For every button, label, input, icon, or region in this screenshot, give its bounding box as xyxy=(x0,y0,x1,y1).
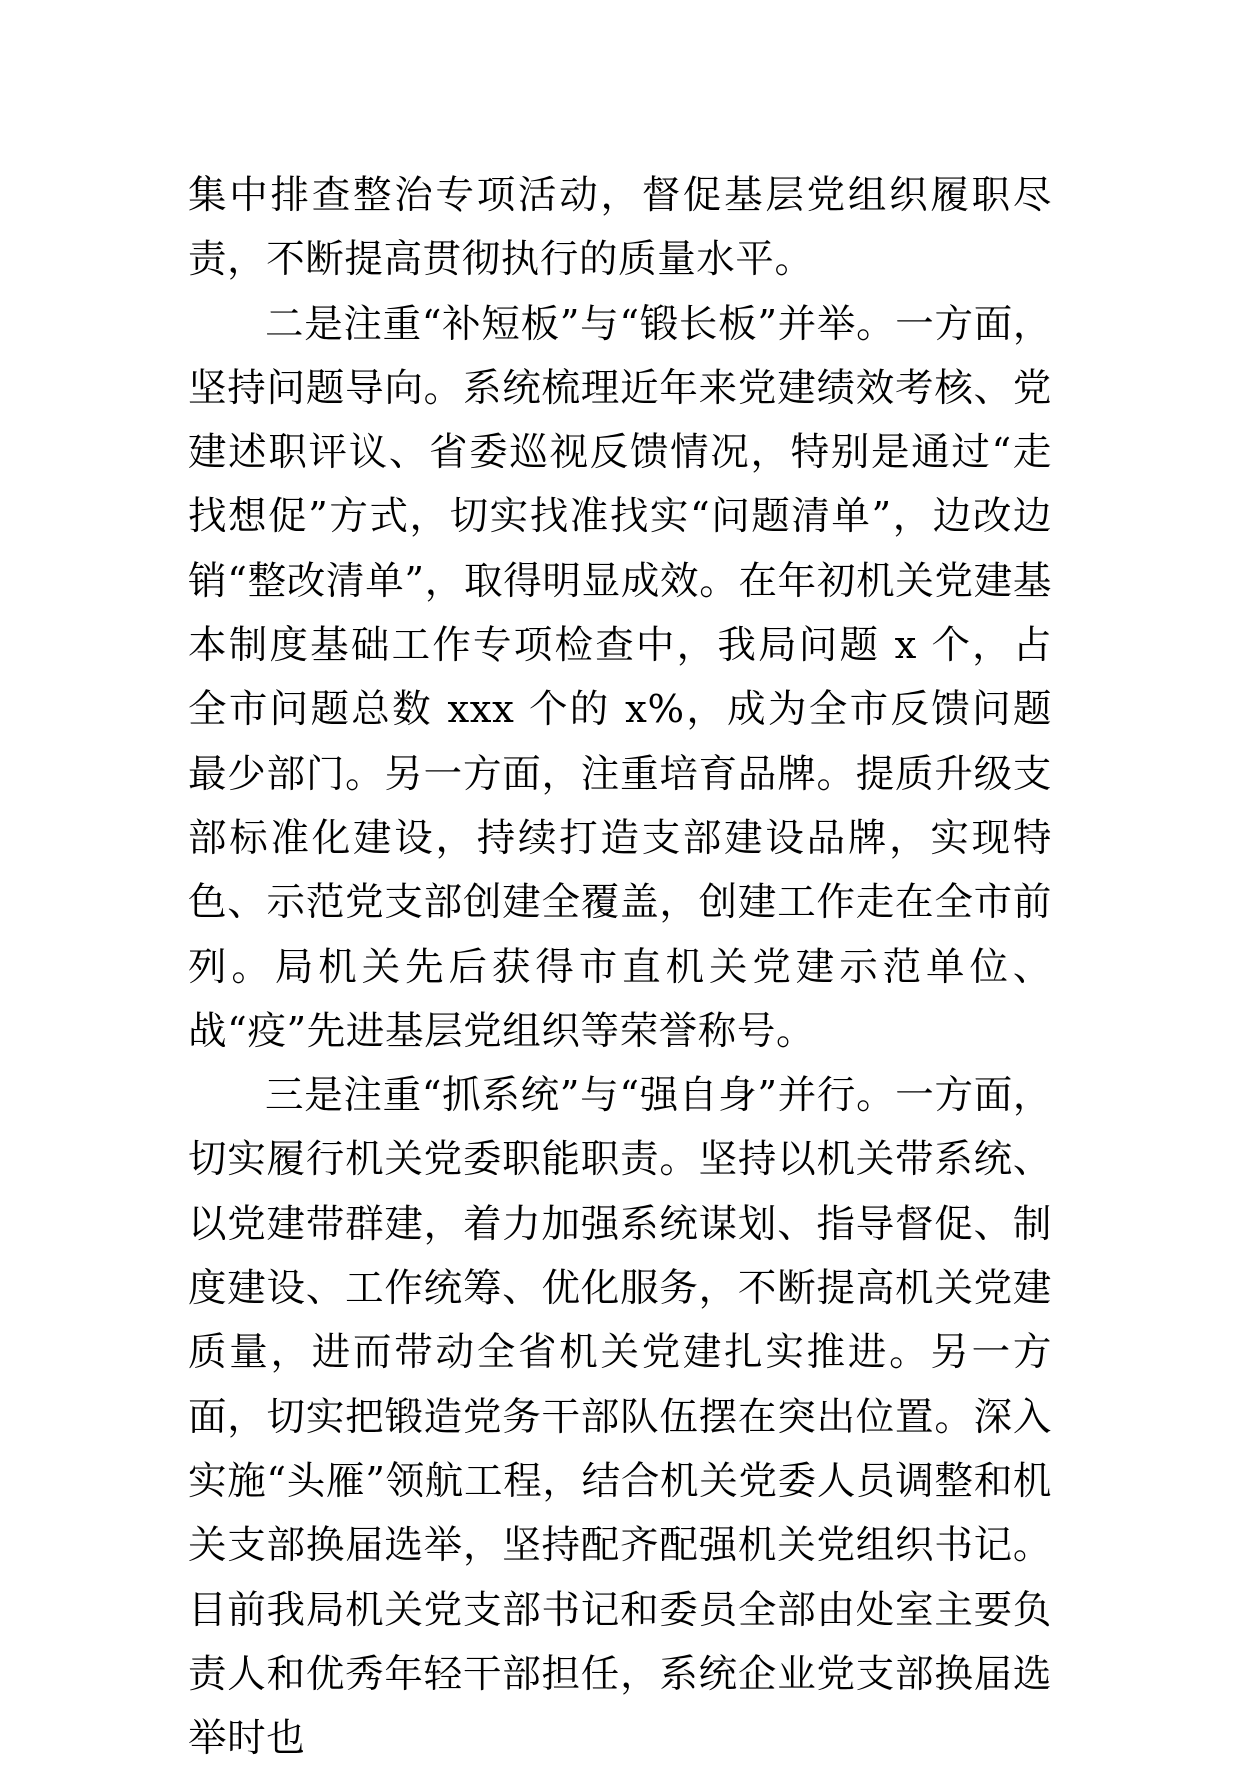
paragraph-point-two: 二是注重“补短板”与“锻长板”并举。一方面，坚持问题导向。系统梳理近年来党建绩效考核、党建述职评议、省委巡视反馈情况，特别是通过“走找想促”方式，切实找准找实“问题清单”，边改边销“整改清单”，取得明显成效。在年初机关党建基本制度基础工作专项检查中，我局问题 x 个，占全市问题总数 xxx 个的 x%，成为全市反馈问题最少部门。另一方面，注重培育品牌。提质升级支部标准化建设，持续打造支部建设品牌，实现特色、示范党支部创建全覆盖，创建工作走在全市前列。局机关先后获得市直机关党建示范单位、战“疫”先进基层党组织等荣誉称号。 xyxy=(188,301,1052,1054)
paragraph-point-three: 三是注重“抓系统”与“强自身”并行。一方面，切实履行机关党委职能职责。坚持以机关带系统、以党建带群建，着力加强系统谋划、指导督促、制度建设、工作统筹、优化服务，不断提高机关党建质量，进而带动全省机关党建扎实推进。另一方面，切实把锻造党务干部队伍摆在突出位置。深入实施“头雁”领航工程，结合机关党委人员调整和机关支部换届选举，坚持配齐配强机关党组织书记。目前我局机关党支部书记和委员全部由处室主要负责人和优秀年轻干部担任，系统企业党支部换届选举时也 xyxy=(188,1073,1052,1762)
document-body xyxy=(188,164,1052,1771)
paragraph-continuation: 集中排查整治专项活动，督促基层党组织履职尽责，不断提高贯彻执行的质量水平。 xyxy=(188,173,1052,283)
